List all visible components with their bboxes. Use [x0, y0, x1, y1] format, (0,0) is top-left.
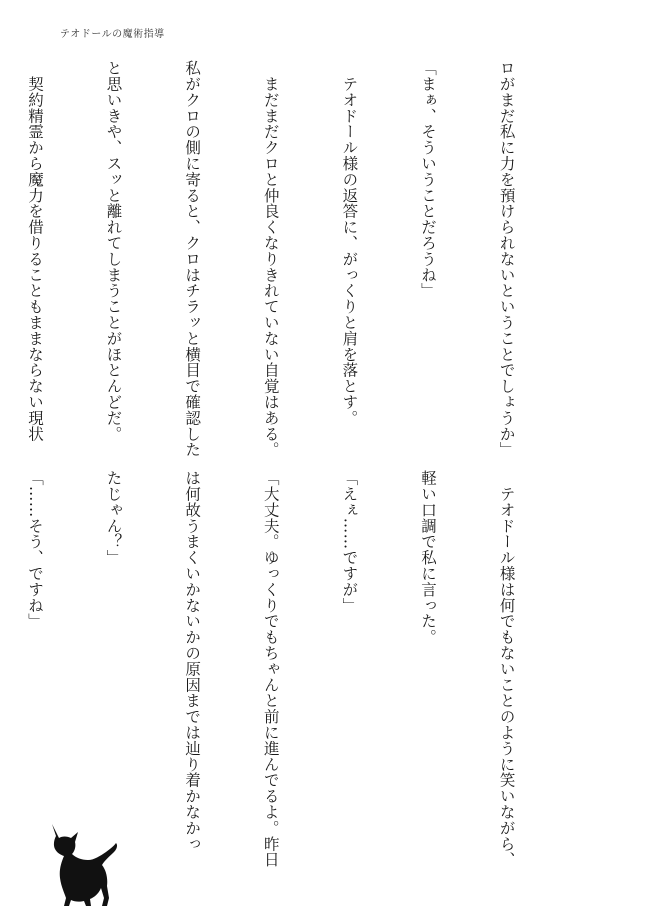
text-column: ロがまだ私に力を預けられないということでしょうか」: [497, 60, 516, 458]
text-column: テオドール様の返答に、がっくりと肩を落とす。: [340, 60, 359, 426]
text-column: まだまだクロと仲良くなりきれていない自覚はある。: [261, 60, 280, 458]
text-column: たじゃん？」: [104, 470, 123, 566]
text-column: 軽い口調で私に言った。: [418, 470, 437, 645]
text-column: 契約精霊から魔力を借りることもままならない現状: [25, 60, 44, 442]
black-cat-icon: [42, 818, 120, 910]
text-column: 「……そう、ですね」: [25, 470, 44, 629]
text-column: 「えぇ……ですが」: [340, 470, 359, 614]
lower-text-block: [0, 470, 572, 868]
text-column: 「大丈夫。ゆっくりでもちゃんと前に進んでるよ。昨日: [261, 470, 280, 868]
text-column: 「まぁ、そういうことだろうね」: [418, 60, 437, 299]
running-header: テオドールの魔術指導: [60, 29, 165, 40]
text-column: は何故うまくいかないかの原因までは辿り着かなかっ: [183, 470, 202, 852]
upper-text-block: [0, 60, 572, 458]
text-column: テオドール様は何でもないことのように笑いながら、: [497, 470, 516, 868]
text-column: と思いきや、スッと離れてしまうことがほとんどだ。: [104, 60, 123, 442]
text-column: 私がクロの側に寄ると、クロはチラッと横目で確認した: [183, 60, 202, 458]
